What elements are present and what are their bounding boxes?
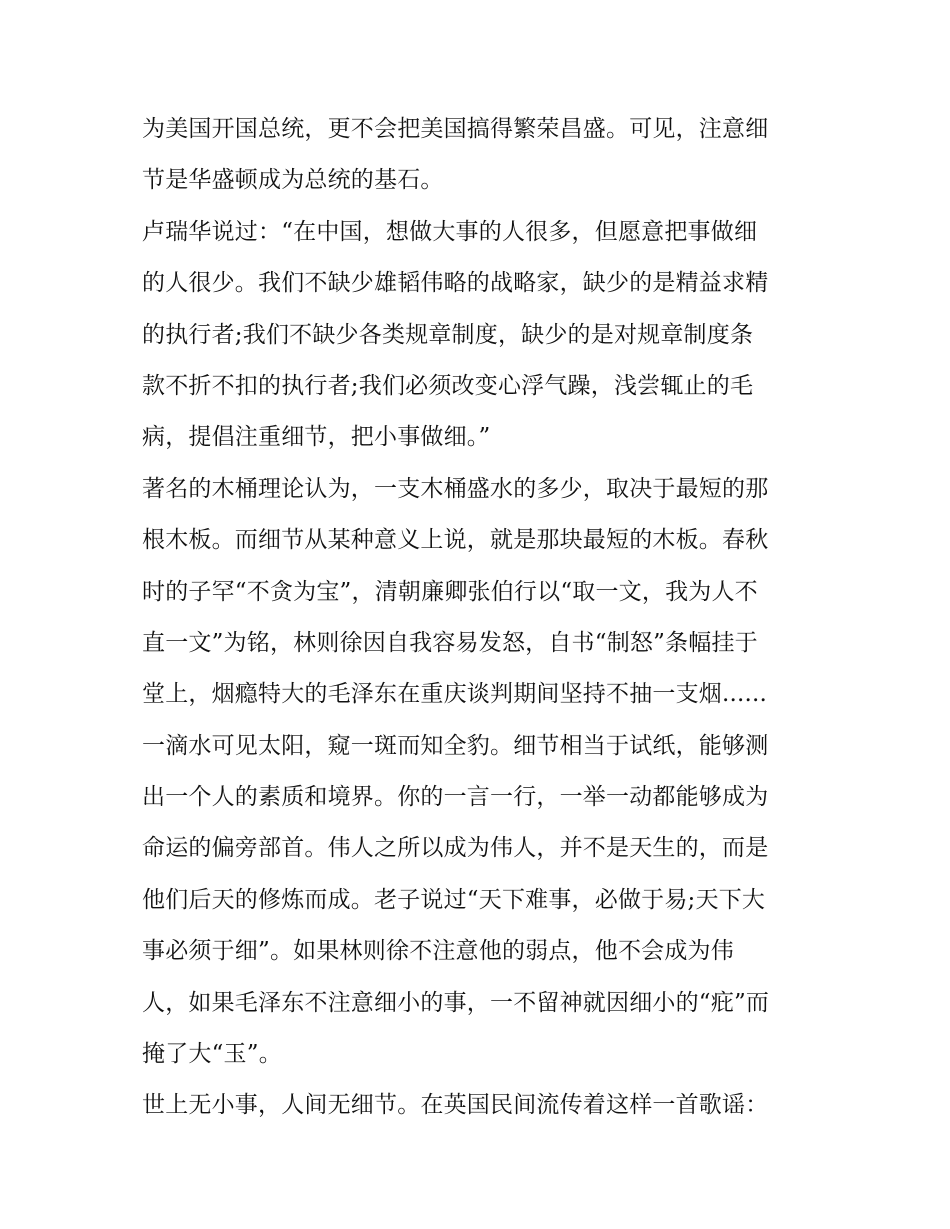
text-line: 事必须于细”。如果林则徐不注意他的弱点，他不会成为伟 — [142, 938, 734, 965]
text-line: 一滴水可见太阳，窥一斑而知全豹。细节相当于试纸，能够测 — [142, 732, 769, 759]
text-line: 他们后天的修炼而成。老子说过“天下难事，必做于易;天下大 — [142, 886, 766, 913]
text-line: 节是华盛顿成为总统的基石。 — [142, 167, 444, 194]
text-line: 人，如果毛泽东不注意细小的事，一不留神就因细小的“疪”而 — [142, 989, 770, 1016]
text-line: 直一文”为铭，林则徐因自我容易发怒，自书“制怒”条幅挂于 — [142, 629, 758, 656]
text-line: 命运的偏旁部首。伟人之所以成为伟人，并不是天生的，而是 — [142, 835, 769, 862]
text-line: 出一个人的素质和境界。你的一言一行，一举一动都能够成为 — [142, 784, 769, 811]
text-line: 为美国开国总统，更不会把美国搞得繁荣昌盛。可见，注意细 — [142, 116, 769, 142]
text-line: 根木板。而细节从某种意义上说，就是那块最短的木板。春秋 — [142, 527, 769, 554]
text-line: 世上无小事，人间无细节。在英国民间流传着这样一首歌谣： — [142, 1092, 769, 1119]
text-line: 病，提倡注重细节，把小事做细。” — [142, 424, 491, 451]
text-line: 款不折不扣的执行者;我们必须改变心浮气躁，浅尝辄止的毛 — [142, 372, 754, 399]
text-line: 掩了大“玉”。 — [142, 1041, 282, 1068]
text-line: 著名的木桶理论认为，一支木桶盛水的多少，取决于最短的那 — [142, 475, 769, 502]
body-text — [142, 104, 822, 1132]
text-line: 的人很少。我们不缺少雄韬伟略的战略家，缺少的是精益求精 — [142, 270, 769, 297]
text-line: 时的子罕“不贪为宝”，清朝廉卿张伯行以“取一文，我为人不 — [142, 578, 758, 605]
text-line: 的执行者;我们不缺少各类规章制度，缺少的是对规章制度条 — [142, 321, 754, 348]
text-line: 堂上，烟瘾特大的毛泽东在重庆谈判期间坚持不抽一支烟...... — [142, 681, 768, 708]
text-line: 卢瑞华说过：“在中国，想做大事的人很多，但愿意把事做细 — [142, 218, 758, 245]
